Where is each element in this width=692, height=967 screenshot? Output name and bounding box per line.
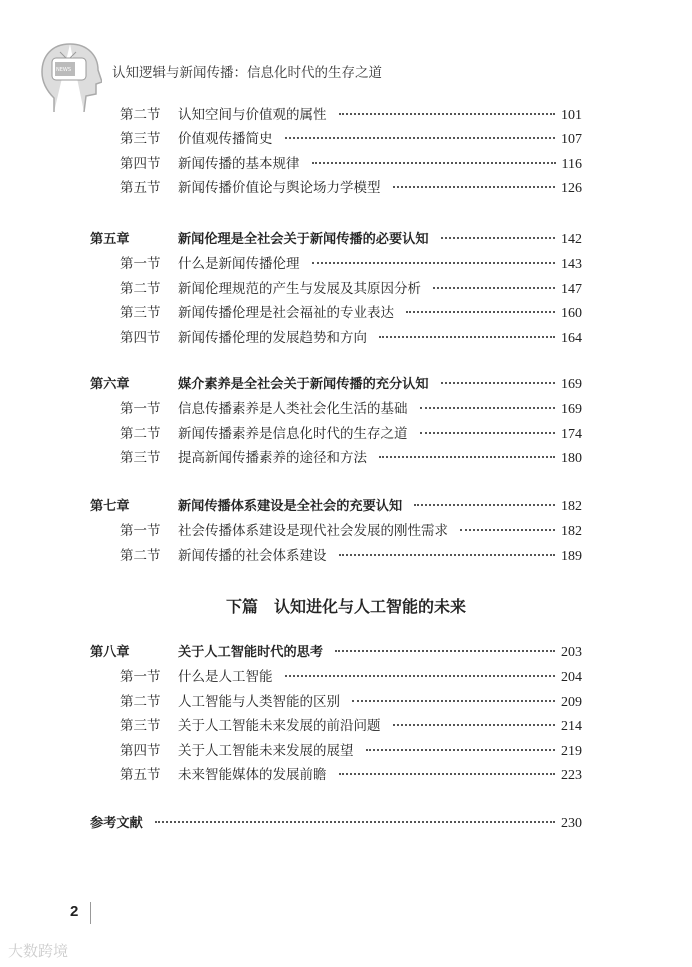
toc-chapter-entry[interactable]	[90, 228, 582, 252]
toc-page: 214	[561, 719, 582, 735]
toc-title: 提高新闻传播素养的途径和方法	[178, 450, 367, 467]
dot-leader	[414, 504, 555, 506]
book-title: 认知逻辑与新闻传播：信息化时代的生存之道	[112, 65, 382, 81]
toc-title: 参考文献	[90, 816, 143, 831]
head-tv-logo-icon	[40, 42, 102, 112]
toc-section-entry[interactable]	[90, 763, 582, 787]
toc-number: 第四节	[120, 329, 161, 346]
toc-page: 160	[561, 306, 582, 322]
dot-leader	[352, 700, 555, 702]
dot-leader	[393, 186, 556, 188]
toc-number: 第五节	[120, 180, 161, 197]
toc-number: 第二节	[120, 693, 161, 710]
toc-title: 新闻传播体系建设是全社会的充要认知	[178, 499, 403, 514]
toc-number: 第三节	[120, 718, 161, 735]
svg-text:NEWS: NEWS	[56, 67, 72, 73]
toc-title: 新闻传播的社会体系建设	[178, 547, 327, 564]
dot-leader	[339, 554, 556, 556]
toc-title: 新闻传播伦理是社会福祉的专业表达	[178, 305, 394, 322]
toc-number: 第一节	[120, 523, 161, 540]
toc-title: 媒介素养是全社会关于新闻传播的充分认知	[178, 377, 429, 392]
watermark: 大数跨境	[8, 942, 69, 960]
toc-page: 142	[561, 232, 582, 247]
toc-title: 关于人工智能时代的思考	[178, 645, 324, 660]
toc-section-entry[interactable]	[90, 301, 582, 325]
toc-group	[90, 495, 582, 568]
toc-page: 204	[561, 670, 582, 686]
toc-section-entry[interactable]	[90, 690, 582, 714]
toc-title: 新闻传播的基本规律	[178, 155, 300, 172]
dot-leader	[441, 237, 555, 239]
toc-page: 116	[561, 156, 582, 172]
toc-chapter-entry[interactable]	[90, 641, 582, 665]
dot-leader	[366, 749, 556, 751]
toc-page: 174	[561, 426, 582, 442]
toc-number: 第五章	[90, 232, 130, 247]
toc-title: 什么是人工智能	[178, 669, 273, 686]
dot-leader	[406, 311, 555, 313]
toc-chapter-entry[interactable]	[90, 495, 582, 519]
toc-page: 180	[561, 451, 582, 467]
toc-section-entry[interactable]	[90, 519, 582, 543]
dot-leader	[339, 773, 556, 775]
toc-section-entry[interactable]	[90, 544, 582, 568]
toc-page: 126	[561, 181, 582, 197]
toc-page: 189	[561, 548, 582, 564]
toc-section-entry[interactable]	[90, 176, 582, 200]
toc-number: 第二节	[120, 107, 161, 123]
toc-number: 第二节	[120, 425, 161, 442]
dot-leader	[335, 650, 555, 652]
toc-number: 第二节	[120, 547, 161, 564]
toc-section-entry[interactable]	[90, 739, 582, 763]
toc-number: 第七章	[90, 499, 130, 514]
toc-section-entry[interactable]	[90, 714, 582, 738]
toc-section-entry[interactable]	[90, 665, 582, 689]
toc-title: 认知空间与价值观的属性	[178, 107, 327, 123]
toc-number: 第二节	[120, 280, 161, 297]
dot-leader	[312, 262, 556, 264]
page-number: 2	[70, 903, 79, 920]
toc-page: 182	[561, 524, 582, 540]
toc-title: 新闻伦理是全社会关于新闻传播的必要认知	[178, 232, 429, 247]
toc-section-entry[interactable]	[90, 252, 582, 276]
toc-number: 第一节	[120, 669, 161, 686]
toc-group	[90, 373, 582, 471]
toc-number: 第一节	[120, 401, 161, 418]
toc-number: 第八章	[90, 645, 130, 660]
toc-title: 社会传播体系建设是现代社会发展的刚性需求	[178, 523, 448, 540]
toc-page: 169	[561, 402, 582, 418]
running-header	[0, 20, 400, 100]
dot-leader	[420, 407, 556, 409]
references-entry[interactable]	[90, 812, 582, 836]
dot-leader	[379, 336, 555, 338]
toc-group	[90, 103, 582, 201]
toc-number: 第四节	[120, 155, 161, 172]
dot-leader	[433, 287, 555, 289]
dot-leader	[339, 113, 556, 115]
toc-group	[90, 228, 582, 350]
toc-chapter-entry[interactable]	[90, 373, 582, 397]
toc-title: 新闻伦理规范的产生与发展及其原因分析	[178, 280, 421, 297]
dot-leader	[312, 162, 556, 164]
toc-number: 第四节	[120, 742, 161, 759]
toc-number: 第三节	[120, 450, 161, 467]
toc-number: 第三节	[120, 131, 161, 148]
toc-title: 关于人工智能未来发展的展望	[178, 742, 354, 759]
toc-section-entry[interactable]	[90, 326, 582, 350]
part-title: 认知进化与人工智能的未来	[274, 597, 467, 616]
toc-title: 人工智能与人类智能的区别	[178, 693, 340, 710]
toc-page: 107	[561, 132, 582, 148]
toc-page: 143	[561, 257, 582, 273]
toc-number: 第三节	[120, 305, 161, 322]
toc-page: 147	[561, 281, 582, 297]
toc-page: 230	[561, 816, 582, 831]
toc-section-entry[interactable]	[90, 277, 582, 301]
toc-section-entry[interactable]	[90, 152, 582, 176]
toc-page: 223	[561, 767, 582, 783]
toc-section-entry[interactable]	[90, 446, 582, 470]
toc-title: 未来智能媒体的发展前瞻	[178, 766, 327, 783]
part-heading	[0, 594, 692, 617]
toc-title: 新闻传播伦理的发展趋势和方向	[178, 329, 367, 346]
toc-page: 182	[561, 499, 582, 514]
toc-section-entry[interactable]	[90, 127, 582, 151]
toc-section-entry[interactable]	[90, 103, 582, 127]
toc-title: 新闻传播价值论与舆论场力学模型	[178, 180, 381, 197]
page-number-divider	[90, 902, 91, 924]
toc-page: 203	[561, 645, 582, 660]
toc-page: 169	[561, 377, 582, 392]
part-label: 下篇	[225, 597, 258, 616]
dot-leader	[460, 529, 555, 531]
dot-leader	[393, 724, 556, 726]
toc-section-entry[interactable]	[90, 397, 582, 421]
toc-number: 第一节	[120, 256, 161, 273]
toc-page: 164	[561, 330, 582, 346]
toc-title: 什么是新闻传播伦理	[178, 256, 300, 273]
toc-page: 219	[561, 743, 582, 759]
dot-leader	[420, 432, 556, 434]
toc-title: 关于人工智能未来发展的前沿问题	[178, 718, 381, 735]
dot-leader	[441, 382, 555, 384]
dot-leader	[155, 821, 555, 823]
toc-title: 信息传播素养是人类社会化生活的基础	[178, 401, 408, 418]
toc-page: 101	[561, 108, 582, 123]
toc-number: 第五节	[120, 766, 161, 783]
toc-title: 价值观传播简史	[178, 131, 273, 148]
toc-number: 第六章	[90, 377, 130, 392]
toc-page: 209	[561, 694, 582, 710]
toc-title: 新闻传播素养是信息化时代的生存之道	[178, 425, 408, 442]
dot-leader	[285, 137, 556, 139]
toc-section-entry[interactable]	[90, 422, 582, 446]
dot-leader	[379, 456, 555, 458]
toc-group	[90, 641, 582, 787]
dot-leader	[285, 675, 556, 677]
